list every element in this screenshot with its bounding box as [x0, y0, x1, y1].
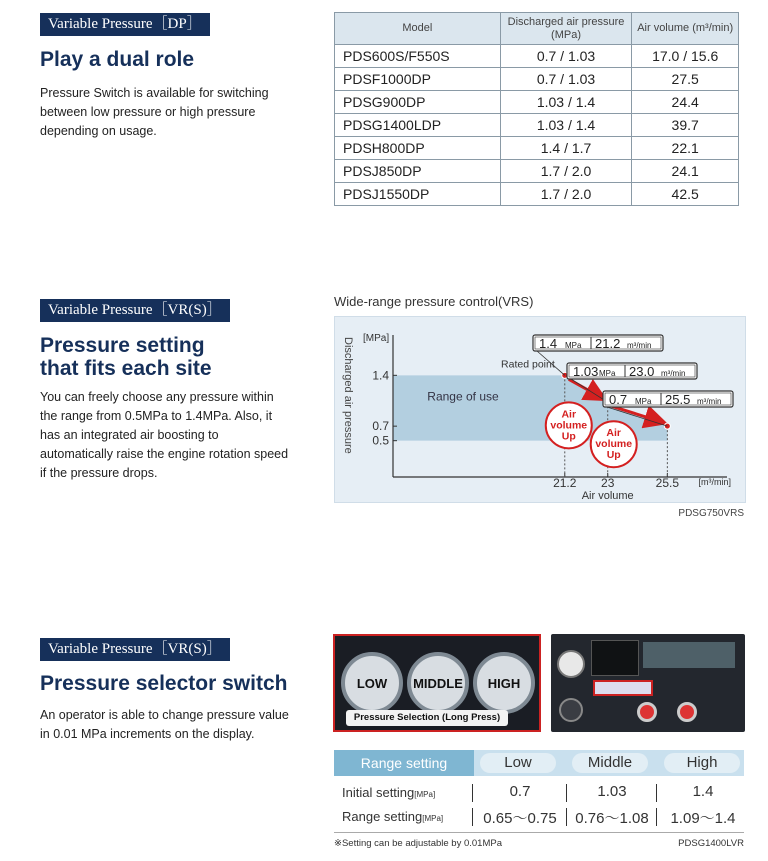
spec-volume: 24.4	[632, 91, 739, 114]
red-button-icon	[637, 702, 657, 722]
table-row	[335, 45, 739, 68]
high-pressure-button[interactable]	[473, 652, 535, 714]
section-title-selector: Pressure selector switch	[40, 672, 288, 695]
range-setting-unit: [MPa]	[422, 814, 444, 823]
range-setting-text: Range setting	[342, 809, 423, 824]
table-row	[335, 68, 739, 91]
initial-middle: 1.03	[597, 783, 627, 800]
section-description-selector: An operator is able to change pressure value in 0.01 MPa increments on the display.	[40, 708, 289, 741]
initial-setting-text: Initial setting	[342, 785, 415, 800]
section-tag-selector: Variable Pressure［VR(S)］	[40, 638, 230, 661]
table-row	[335, 183, 739, 206]
callout-pressure: 1.03	[573, 364, 599, 379]
initial-setting-row	[334, 781, 744, 805]
column-divider	[656, 808, 657, 826]
callout-pressure: 1.4	[539, 336, 558, 351]
lcd-panel-icon	[643, 642, 735, 668]
range-high: 1.09〜1.4	[670, 810, 736, 827]
vrs-chart-svg	[335, 317, 747, 504]
range-of-use-label: Range of use	[427, 389, 499, 404]
spec-model: PDSH800DP	[335, 137, 501, 160]
x-tick-label: 23	[601, 476, 615, 490]
callout-pressure-unit: MPa	[635, 397, 652, 406]
y-unit-label: [MPa]	[363, 333, 390, 344]
callout-volume: 25.5	[665, 392, 691, 407]
air-volume-up-text: Up	[606, 449, 621, 462]
initial-setting-unit: [MPa]	[414, 790, 436, 799]
callout-pressure-unit: MPa	[599, 369, 616, 378]
section-title-dual-role: Play a dual role	[40, 48, 195, 71]
pressure-selector-panel	[333, 634, 541, 732]
callout-pressure: 0.7	[609, 392, 628, 407]
column-divider	[656, 784, 657, 802]
range-low: 0.65〜0.75	[483, 810, 557, 827]
range-column-high: High	[664, 753, 740, 773]
spec-header-volume: Air volume (m³/min)	[632, 13, 739, 45]
middle-button-label: MIDDLE	[413, 676, 463, 691]
red-button-icon	[677, 702, 697, 722]
section-tag-vrs: Variable Pressure［VR(S)］	[40, 299, 230, 322]
table-row	[335, 137, 739, 160]
range-header-label: Range setting	[334, 750, 474, 776]
vrs-chart	[334, 316, 746, 503]
spec-volume: 42.5	[632, 183, 739, 206]
model-spec-table	[334, 12, 739, 206]
section-tag-dp: Variable Pressure［DP］	[40, 13, 210, 36]
range-model-note: PDSG1400LVR	[678, 838, 744, 849]
middle-pressure-button[interactable]	[407, 652, 469, 714]
spec-model: PDSJ850DP	[335, 160, 501, 183]
spec-pressure: 1.03 / 1.4	[500, 114, 632, 137]
control-panel-photo	[551, 634, 745, 732]
section-description-dual-role: Pressure Switch is available for switching between low pressure or high pressure depending on usage.	[40, 86, 269, 138]
low-button-label: LOW	[356, 676, 388, 691]
x-tick-label: 21.2	[553, 476, 577, 490]
spec-pressure: 1.03 / 1.4	[500, 91, 632, 114]
spec-pressure: 1.7 / 2.0	[500, 183, 632, 206]
display-screen-icon	[591, 640, 639, 676]
callout-volume-unit: m³/min	[697, 397, 722, 406]
spec-volume: 22.1	[632, 137, 739, 160]
table-row	[335, 91, 739, 114]
x-unit-label: [m³/min]	[698, 477, 731, 487]
high-button-label: HIGH	[487, 676, 521, 691]
spec-model: PDSG900DP	[335, 91, 501, 114]
spec-pressure: 0.7 / 1.03	[500, 45, 632, 68]
x-tick-label: 25.5	[655, 476, 680, 490]
section-title-line2: that fits each site	[40, 357, 212, 380]
spec-pressure: 0.7 / 1.03	[500, 68, 632, 91]
selector-caption: Pressure Selection (Long Press)	[346, 710, 508, 726]
range-footnote: ※Setting can be adjustable by 0.01MPa	[334, 838, 502, 849]
key-switch-icon	[559, 698, 583, 722]
air-volume-up-text: Air	[606, 427, 622, 440]
spec-model: PDS600S/F550S	[335, 45, 501, 68]
low-pressure-button[interactable]	[341, 652, 403, 714]
spec-volume: 24.1	[632, 160, 739, 183]
spec-pressure: 1.7 / 2.0	[500, 160, 632, 183]
range-middle: 0.76〜1.08	[575, 810, 649, 827]
rated-point-marker	[664, 423, 670, 429]
spec-pressure: 1.4 / 1.7	[500, 137, 632, 160]
table-row	[335, 160, 739, 183]
spec-volume: 39.7	[632, 114, 739, 137]
spec-table-header-row	[335, 13, 739, 45]
spec-header-model: Model	[335, 13, 501, 45]
initial-setting-label	[342, 785, 435, 800]
spec-model: PDSF1000DP	[335, 68, 501, 91]
y-tick-label: 0.7	[372, 419, 389, 434]
spec-header-pressure: Discharged air pressure (MPa)	[500, 13, 632, 45]
chart-title: Wide-range pressure control(VRS)	[334, 294, 534, 309]
spec-volume: 27.5	[632, 68, 739, 91]
callout-volume: 21.2	[595, 336, 621, 351]
column-divider	[472, 808, 473, 826]
spec-model: PDSG1400LDP	[335, 114, 501, 137]
y-tick-label: 0.5	[372, 433, 389, 448]
air-volume-up-text: Up	[561, 430, 576, 443]
initial-low: 0.7	[509, 783, 531, 800]
range-table-header	[334, 750, 744, 776]
air-volume-up-text: Air	[561, 408, 577, 421]
chart-model-note: PDSG750VRS	[678, 508, 744, 519]
selector-buttons-highlight	[593, 680, 653, 696]
callout-volume-unit: m³/min	[627, 341, 652, 350]
range-column-low: Low	[480, 753, 556, 773]
section-title-line1: Pressure setting	[40, 334, 205, 357]
y-tick-label: 1.4	[372, 368, 389, 383]
initial-high: 1.4	[692, 783, 714, 800]
x-axis-title: Air volume	[581, 490, 634, 502]
range-setting-row	[334, 805, 744, 829]
range-column-middle: Middle	[572, 753, 648, 773]
y-axis-title: Discharged air pressure	[342, 337, 354, 454]
section-description-vrs: You can freely choose any pressure within the range from 0.5MPa to 1.4MPa. Also, it has an integrated air boosting to automatically raise the engine rotation speed if the pressure drops.	[40, 390, 289, 480]
callout-volume: 23.0	[629, 364, 655, 379]
callout-pressure-unit: MPa	[565, 341, 582, 350]
spec-model: PDSJ1550DP	[335, 183, 501, 206]
air-volume-up-text: volume	[595, 438, 633, 451]
range-setting-label	[342, 809, 443, 824]
pressure-gauge-icon	[557, 650, 585, 678]
table-row	[335, 114, 739, 137]
table-divider	[334, 832, 744, 833]
spec-volume: 17.0 / 15.6	[632, 45, 739, 68]
air-volume-up-text: volume	[550, 419, 588, 432]
column-divider	[472, 784, 473, 802]
callout-volume-unit: m³/min	[661, 369, 686, 378]
rated-point-label: Rated point	[501, 358, 555, 371]
